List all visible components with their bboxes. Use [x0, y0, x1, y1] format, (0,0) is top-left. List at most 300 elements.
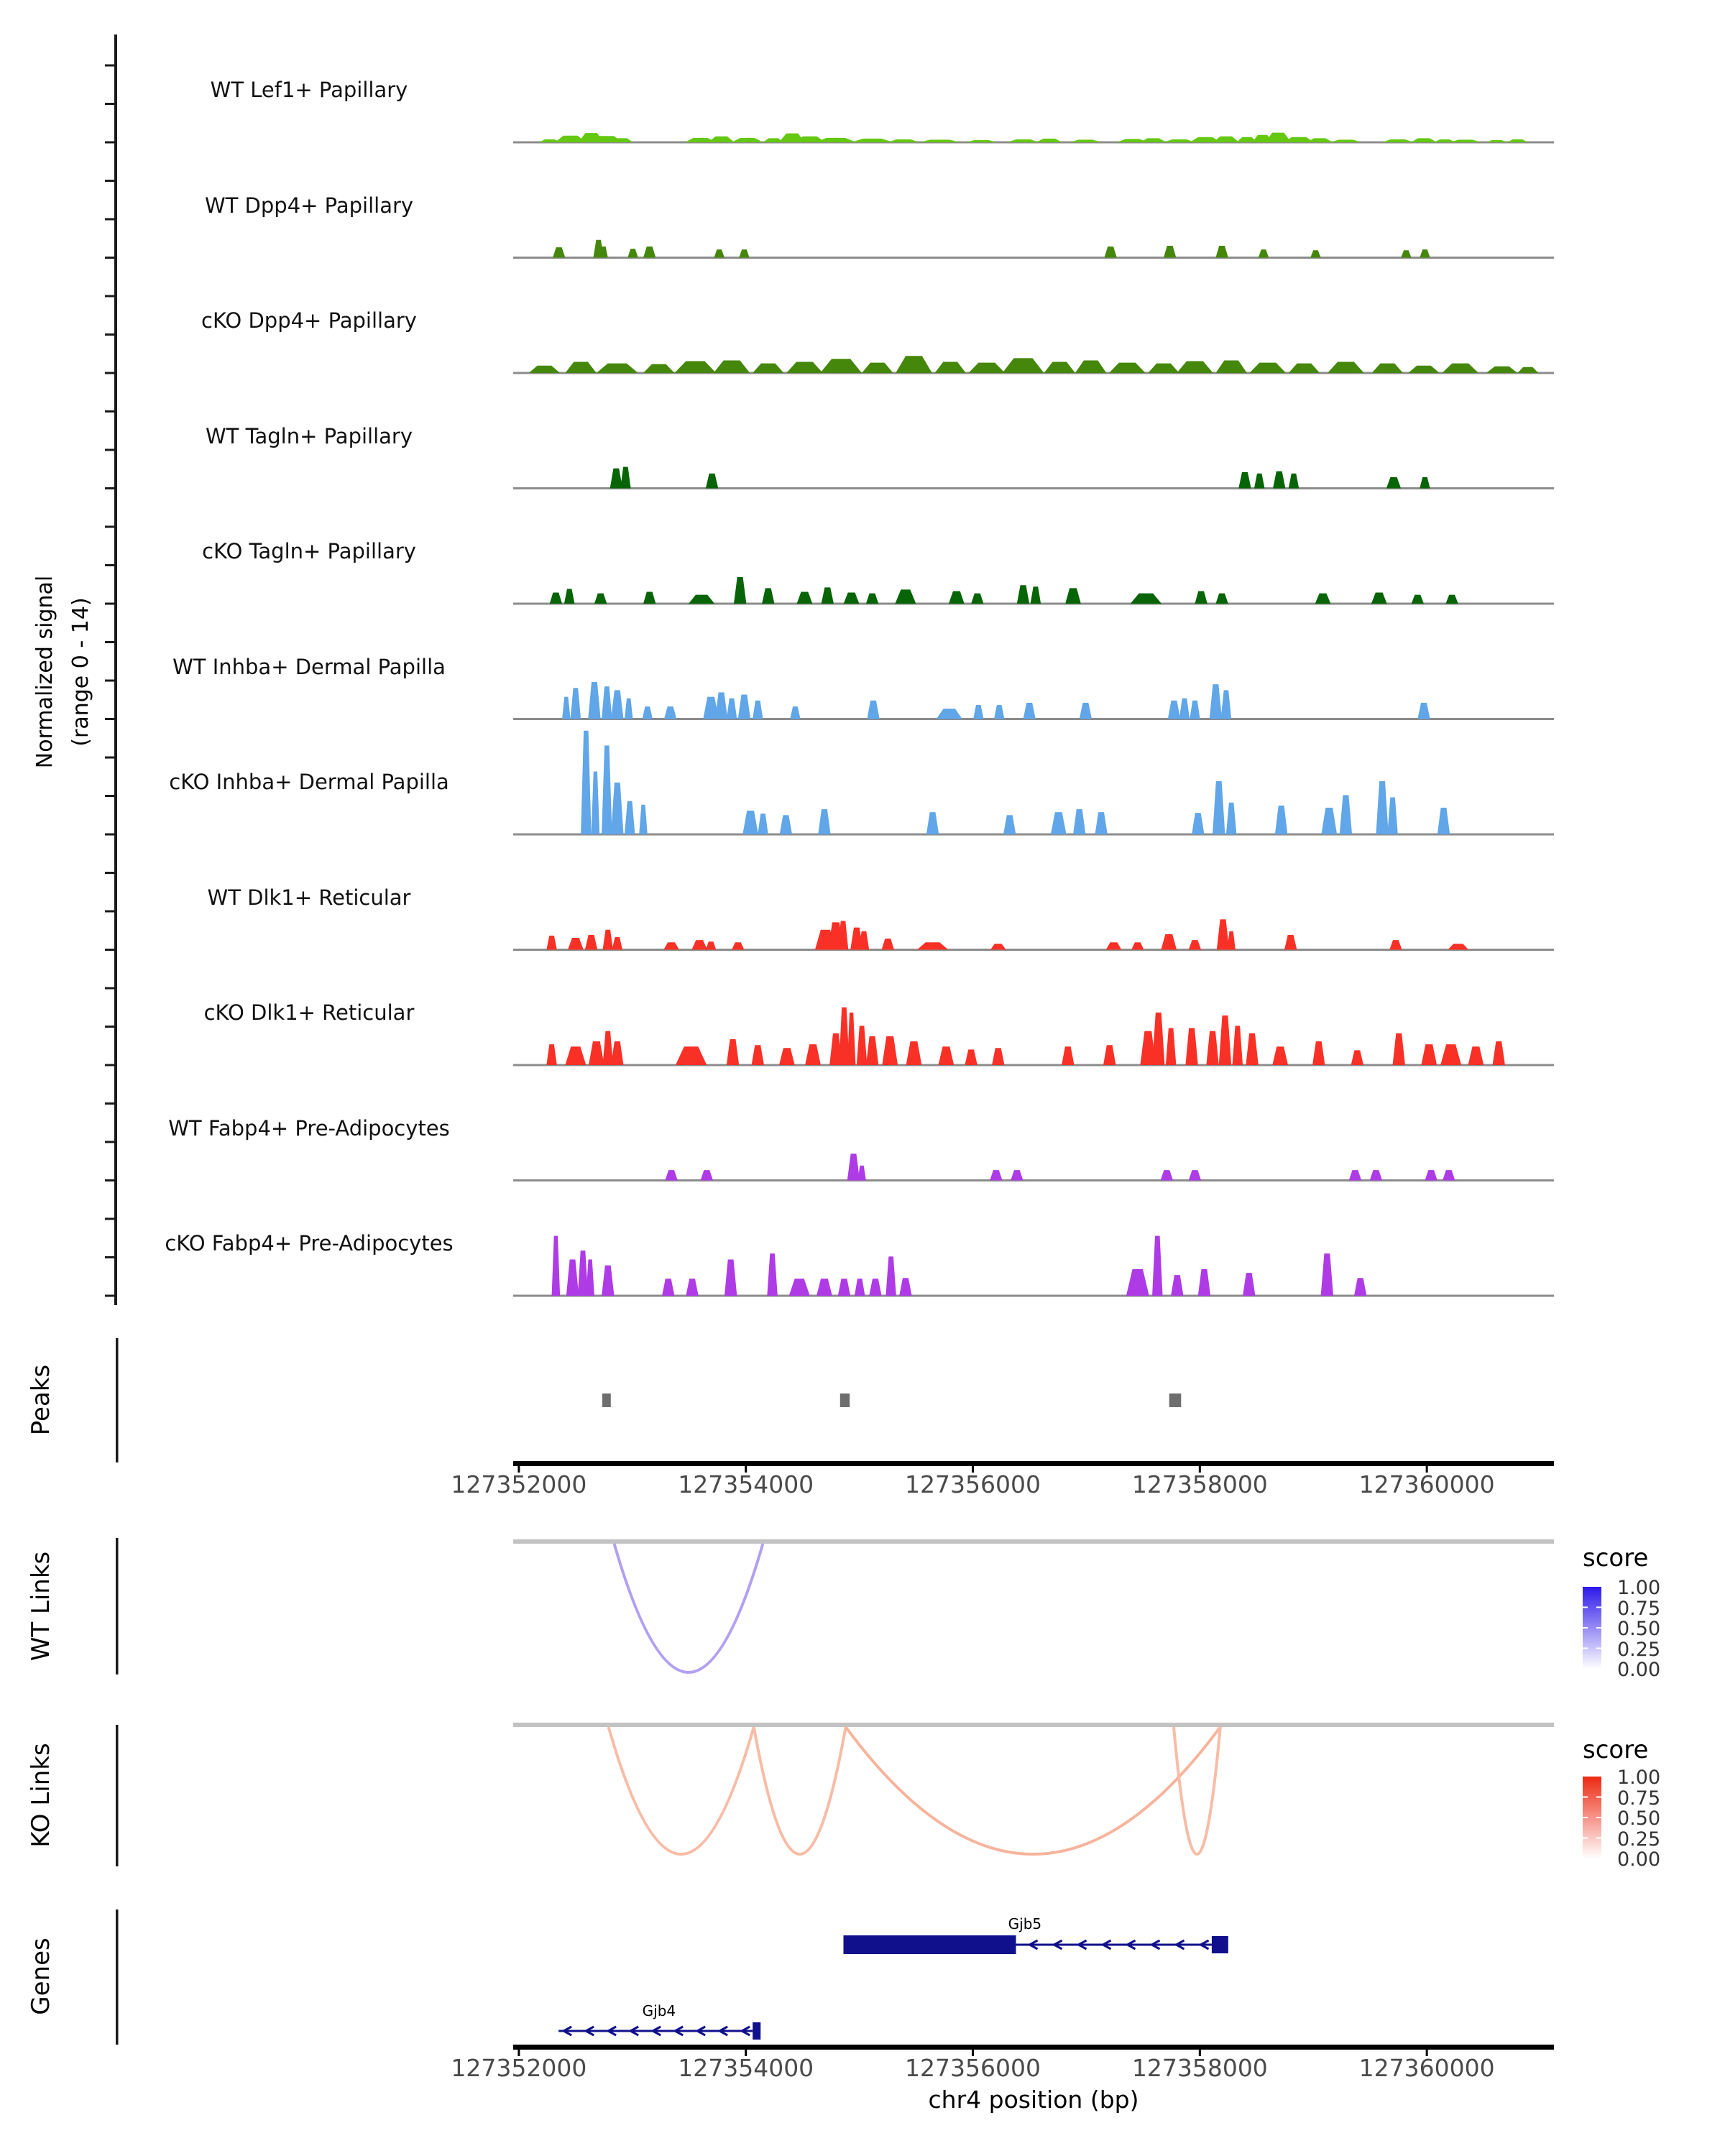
coverage-peak [1192, 813, 1204, 834]
coverage-peak [627, 249, 638, 257]
coverage-peak [965, 1049, 977, 1065]
coverage-peak [1507, 139, 1528, 142]
coverage-peak [1140, 138, 1166, 142]
coverage-peak [611, 690, 623, 719]
coverage-peak [643, 592, 656, 604]
signal-y-axis-tick [105, 1102, 116, 1105]
coverage-peak [1340, 795, 1352, 834]
signal-y-axis-tick [105, 872, 116, 874]
coverage-peak [1017, 585, 1029, 604]
coverage-peak [1370, 1170, 1382, 1180]
coverage-peak [643, 706, 653, 719]
coverage-peak [1440, 1044, 1461, 1065]
coverage-peak [1227, 931, 1236, 950]
ko-links-link-arc [609, 1727, 754, 1854]
wt-links-link-arc [615, 1544, 763, 1672]
coverage-peak [1210, 684, 1222, 719]
coverage-track-wt-inhba-dermal-papilla [513, 682, 1554, 720]
coverage-peak [867, 701, 879, 719]
coverage-peak [625, 801, 635, 834]
coverage-peak [585, 935, 597, 950]
coverage-peak [550, 593, 562, 604]
coverage-peak [896, 356, 932, 373]
genes-section-axis-line [116, 1909, 119, 2045]
signal-y-axis-tick [105, 487, 116, 489]
ko-links-link-arc [1174, 1727, 1220, 1854]
coverage-peak [1164, 246, 1176, 257]
coverage-peak [969, 363, 1006, 373]
gene-model-gjb5 [844, 1935, 1228, 1954]
x-axis-bottom-tick-label-2: 127356000 [905, 2054, 1041, 2082]
coverage-peak [714, 360, 750, 373]
signal-y-axis-tick [105, 1179, 116, 1181]
track-label-wt-dpp4-papillary: WT Dpp4+ Papillary [204, 193, 414, 218]
coverage-peak [1226, 803, 1236, 834]
section-label-ko-links: KO Links [27, 1743, 55, 1848]
track-label-wt-dlk1-reticular: WT Dlk1+ Reticular [207, 885, 411, 910]
signal-y-axis-tick [105, 564, 116, 566]
coverage-peak [1386, 477, 1401, 488]
coverage-peak [818, 809, 830, 834]
coverage-peak [1106, 942, 1122, 949]
coverage-peak [1051, 812, 1067, 834]
coverage-peak [1171, 1275, 1183, 1296]
y-axis-label-line1: Normalized signal [32, 575, 58, 769]
coverage-peak [568, 938, 584, 949]
coverage-peak [866, 1036, 878, 1065]
coverage-peak [625, 699, 633, 719]
coverage-peak [1104, 247, 1116, 257]
ko-links-colorbar-tick [1596, 1797, 1601, 1798]
coverage-peak [1411, 138, 1437, 142]
coverage-track-cko-dpp4-papillary [513, 356, 1554, 374]
gene-end-exon-box [1212, 1936, 1228, 1953]
ko-links-score-tick-label-1: 0.75 [1617, 1787, 1661, 1810]
coverage-peak [1109, 363, 1146, 373]
wt-links-colorbar-tick [1596, 1648, 1601, 1649]
coverage-peak [1215, 246, 1228, 257]
coverage-peak [1443, 1170, 1455, 1180]
coverage-peak [639, 805, 648, 834]
coverage-peak [1177, 361, 1213, 373]
coverage-peak [1486, 140, 1507, 142]
track-label-cko-inhba-dermal-papilla: cKO Inhba+ Dermal Papilla [169, 770, 449, 794]
x-axis-top-tick-label-2: 127356000 [905, 1470, 1041, 1498]
ko-links-colorbar-tick [1583, 1817, 1588, 1818]
coverage-peak [564, 589, 574, 604]
coverage-peak [689, 595, 714, 604]
coverage-peak [862, 363, 893, 373]
ko-links-section-axis-line [116, 1725, 119, 1866]
coverage-peak [866, 594, 878, 604]
coverage-peak [895, 589, 916, 604]
coverage-peak [620, 467, 630, 489]
track-label-wt-inhba-dermal-papilla: WT Inhba+ Dermal Papilla [172, 654, 446, 679]
coverage-peak [1152, 1236, 1162, 1296]
coverage-peak [1312, 1041, 1325, 1065]
coverage-peak [1221, 690, 1231, 719]
coverage-peak [847, 1013, 856, 1065]
coverage-peak [1259, 249, 1269, 257]
coverage-peak [1401, 250, 1411, 257]
wt-links-colorbar-tick [1583, 1627, 1588, 1628]
wt-links-score-tick-label-2: 0.50 [1617, 1618, 1661, 1640]
coverage-peak [1003, 358, 1044, 373]
coverage-peak [581, 731, 591, 834]
track-label-wt-tagln-papillary: WT Tagln+ Papillary [205, 423, 413, 448]
coverage-peak [1152, 1013, 1164, 1065]
peak-region-box [602, 1393, 611, 1407]
coverage-peak [1044, 362, 1075, 373]
ko-links-colorbar-tick [1583, 1838, 1588, 1839]
coverage-peak [990, 1170, 1002, 1180]
signal-y-axis-tick [105, 218, 116, 221]
coverage-peak [1189, 940, 1201, 949]
coverage-peak [674, 361, 716, 373]
coverage-peak [1289, 364, 1320, 373]
section-label-wt-links: WT Links [27, 1551, 55, 1662]
coverage-peak [857, 1026, 867, 1065]
coverage-peak [529, 366, 560, 373]
coverage-peak [1166, 1028, 1176, 1066]
ko-links-link-arc [846, 1727, 1220, 1854]
coverage-peak [990, 944, 1006, 949]
gene-end-exon-box [753, 2022, 760, 2040]
wt-links-colorbar-tick [1596, 1607, 1601, 1608]
coverage-track-cko-fabp4-pre-adipocytes [513, 1236, 1554, 1297]
coverage-peak [815, 138, 857, 142]
coverage-peak [1024, 703, 1036, 719]
coverage-peak [1246, 1033, 1258, 1065]
coverage-peak [1328, 362, 1364, 373]
coverage-peak [1442, 364, 1478, 373]
signal-y-axis-tick [105, 1218, 116, 1220]
coverage-peak [994, 705, 1004, 719]
coverage-peak [643, 247, 656, 257]
x-axis-bottom-tick-label-0: 127352000 [451, 2054, 587, 2082]
x-axis-top-tick-label-3: 127358000 [1131, 1470, 1268, 1498]
coverage-peak [603, 1031, 613, 1065]
coverage-peak [714, 249, 724, 257]
coverage-peak [1468, 1046, 1484, 1065]
y-axis-label-line2: (range 0 - 14) [68, 597, 93, 747]
track-label-cko-dpp4-papillary: cKO Dpp4+ Papillary [201, 308, 417, 333]
coverage-peak [966, 140, 997, 142]
wt-links-colorbar-tick [1583, 1607, 1588, 1608]
coverage-peak [553, 247, 565, 257]
coverage-peak [779, 1048, 795, 1065]
track-label-wt-fabp4-pre-adipocytes: WT Fabp4+ Pre-Adipocytes [168, 1115, 450, 1141]
coverage-peak [1321, 808, 1337, 834]
track-label-cko-tagln-papillary: cKO Tagln+ Papillary [202, 539, 416, 563]
coverage-peak [738, 695, 750, 719]
coverage-track-cko-dlk1-reticular [513, 1008, 1554, 1067]
peaks-section-axis-line [116, 1338, 119, 1462]
coverage-peak [1382, 139, 1413, 142]
coverage-peak [1448, 944, 1468, 949]
coverage-peak [571, 688, 581, 719]
coverage-peak [973, 705, 983, 719]
coverage-peak [715, 692, 727, 719]
signal-y-axis-tick [105, 526, 116, 528]
coverage-peak [805, 1044, 821, 1065]
coverage-peak [724, 1260, 737, 1296]
coverage-peak [1275, 806, 1287, 834]
coverage-peak [686, 1279, 698, 1296]
signal-y-axis-tick [105, 641, 116, 643]
coverage-track-wt-tagln-papillary [513, 467, 1554, 489]
coverage-peak [1062, 1046, 1074, 1065]
coverage-peak [643, 364, 674, 373]
coverage-peak [1189, 1170, 1201, 1180]
coverage-peak [1408, 366, 1439, 373]
x-axis-top-tick-label-1: 127354000 [678, 1470, 814, 1498]
signal-y-axis-tick [105, 410, 116, 413]
coverage-peak [1215, 594, 1228, 604]
coverage-peak [869, 1279, 881, 1296]
wt-links-score-tick-label-3: 0.25 [1617, 1638, 1661, 1661]
coverage-peak [602, 1266, 614, 1296]
coverage-peak [820, 359, 862, 373]
coverage-peak [917, 942, 948, 949]
coverage-peak [1387, 798, 1397, 835]
signal-y-axis-tick [105, 372, 116, 374]
coverage-peak [857, 1166, 866, 1181]
signal-y-axis-tick [105, 680, 116, 682]
wt-links-score-tick-label-0: 1.00 [1617, 1577, 1661, 1599]
coverage-peak [1376, 781, 1388, 834]
coverage-peak [844, 593, 860, 604]
coverage-peak [1075, 360, 1106, 373]
coverage-peak [822, 587, 834, 604]
coverage-peak [1095, 812, 1107, 834]
coverage-peak [852, 139, 893, 142]
ko-links-colorbar-tick [1596, 1838, 1601, 1839]
wt-score-legend-title: score [1583, 1544, 1649, 1572]
gene-label-gjb4: Gjb4 [642, 2002, 676, 2019]
coverage-peak [767, 1253, 777, 1296]
coverage-peak [1486, 367, 1517, 373]
signal-y-axis-tick [105, 987, 116, 990]
gene-intron-line [1016, 1944, 1212, 1946]
ko-links-score-tick-label-4: 0.00 [1617, 1848, 1661, 1871]
coverage-peak [939, 1046, 954, 1065]
coverage-peak [949, 591, 965, 604]
signal-y-axis-tick [105, 1256, 116, 1258]
coverage-peak [816, 1279, 832, 1296]
coverage-peak [1003, 815, 1016, 834]
coverage-peak [1238, 472, 1251, 489]
coverage-peak [552, 1236, 561, 1296]
coverage-track-wt-lef1-papillary [513, 133, 1554, 144]
coverage-track-wt-dlk1-reticular [513, 919, 1554, 951]
coverage-peak [789, 1279, 810, 1296]
coverage-peak [546, 1044, 556, 1065]
coverage-peak [1103, 1045, 1116, 1065]
coverage-peak [1450, 139, 1481, 142]
signal-y-axis-tick [105, 257, 116, 259]
track-label-cko-dlk1-reticular: cKO Dlk1+ Reticular [203, 1000, 415, 1025]
coverage-peak [734, 577, 746, 604]
coverage-peak [753, 364, 783, 373]
coverage-peak [1008, 139, 1039, 142]
coverage-peak [1161, 934, 1177, 950]
coverage-track-wt-dpp4-papillary [513, 240, 1554, 259]
ko-links-chromosome-line [513, 1723, 1554, 1727]
coverage-peak [1065, 588, 1081, 604]
coverage-peak [847, 1153, 860, 1180]
coverage-peak [706, 941, 716, 949]
coverage-peak [565, 1046, 586, 1065]
coverage-peak [676, 1046, 707, 1065]
coverage-peak [926, 812, 939, 834]
coverage-peak [663, 942, 679, 949]
coverage-peak [1273, 471, 1285, 489]
coverage-peak [1493, 1041, 1505, 1065]
signal-y-axis-tick [105, 1064, 116, 1067]
coverage-peak [762, 588, 774, 604]
coverage-peak [1126, 1269, 1149, 1296]
coverage-peak [566, 1260, 579, 1296]
coverage-peak [1420, 477, 1430, 488]
coverage-peak [1349, 1170, 1361, 1180]
coverage-peak [919, 139, 961, 142]
wt-links-chromosome-line [513, 1539, 1554, 1544]
signal-y-axis-tick [105, 103, 116, 105]
ko-score-legend-title: score [1583, 1736, 1649, 1764]
x-axis-top-tick-label-0: 127352000 [451, 1470, 587, 1498]
gene-exon-box [844, 1935, 1016, 1954]
signal-y-axis-tick [105, 142, 116, 144]
ko-links-score-tick-label-0: 1.00 [1617, 1766, 1661, 1789]
peak-region-box [1169, 1393, 1182, 1407]
coverage-peak [1438, 808, 1450, 834]
coverage-peak [1272, 1046, 1288, 1065]
coverage-peak [1190, 701, 1200, 719]
gene-label-gjb5: Gjb5 [1008, 1915, 1042, 1932]
coverage-peak [1185, 1028, 1197, 1066]
gene-model-gjb4 [558, 2022, 760, 2040]
coverage-peak [742, 811, 758, 834]
wt-links-score-tick-label-1: 0.75 [1617, 1597, 1661, 1620]
signal-y-axis-tick [105, 834, 116, 836]
x-axis-top-tick-label-4: 127360000 [1358, 1470, 1495, 1498]
track-baseline [513, 257, 1554, 259]
coverage-peak [882, 1036, 898, 1065]
coverage-peak [1393, 1033, 1405, 1065]
coverage-peak [732, 942, 744, 949]
coverage-peak [1412, 595, 1424, 604]
coverage-peak [739, 249, 749, 257]
coverage-peak [934, 362, 965, 373]
coverage-peak [1195, 591, 1207, 604]
coverage-peak [664, 706, 676, 719]
coverage-peak [786, 362, 823, 373]
coverage-peak [1445, 595, 1458, 604]
coverage-peak [1371, 593, 1387, 604]
coverage-peak [1213, 137, 1239, 142]
coverage-peak [611, 783, 623, 834]
coverage-peak [971, 594, 983, 604]
coverage-peak [1161, 1170, 1173, 1180]
signal-y-axis-tick [105, 295, 116, 298]
coverage-peak [665, 1170, 677, 1180]
coverage-peak [1036, 139, 1062, 142]
coverage-peak [1351, 1050, 1363, 1065]
coverage-peak [1070, 139, 1101, 142]
coverage-peak [1080, 703, 1092, 719]
coverage-peak [1031, 586, 1041, 604]
coverage-track-wt-fabp4-pre-adipocytes [513, 1153, 1554, 1181]
signal-y-axis-tick [105, 795, 116, 797]
coverage-peak [732, 138, 763, 142]
coverage-peak [727, 1039, 739, 1065]
ko-links-link-arc [754, 1727, 846, 1854]
x-axis-bottom-tick-label-3: 127358000 [1131, 2054, 1268, 2082]
coverage-peak [1354, 1278, 1366, 1296]
coverage-peak [1249, 363, 1286, 373]
coverage-peak [1164, 139, 1195, 142]
coverage-track-cko-inhba-dermal-papilla [513, 731, 1554, 836]
coverage-peak [790, 706, 800, 719]
coverage-peak [610, 469, 622, 489]
coverage-peak [592, 771, 600, 834]
coverage-peak [1307, 138, 1333, 142]
ko-links-colorbar-tick [1596, 1817, 1601, 1818]
coverage-peak [1073, 809, 1085, 834]
ko-links-score-tick-label-2: 0.50 [1617, 1807, 1661, 1830]
signal-y-axis-tick [105, 949, 116, 951]
coverage-peak [1425, 1170, 1437, 1180]
signal-y-axis-tick [105, 180, 116, 182]
coverage-peak [691, 940, 707, 949]
coverage-peak [780, 815, 792, 834]
coverage-peak [611, 1041, 623, 1065]
coverage-peak [1179, 699, 1190, 719]
coverage-peak [706, 474, 718, 489]
coverage-peak [709, 137, 735, 142]
coverage-peak [882, 939, 894, 949]
signal-y-axis-tick [105, 603, 116, 605]
signal-y-axis-tick [105, 718, 116, 720]
coverage-peak [886, 1256, 896, 1296]
coverage-peak [1284, 935, 1297, 950]
coverage-peak [586, 1260, 594, 1296]
coverage-peak [855, 1279, 865, 1296]
wt-links-section-axis-line [116, 1538, 119, 1674]
coverage-peak [1254, 474, 1264, 489]
coverage-peak [1421, 1044, 1437, 1065]
coverage-peak [546, 936, 556, 950]
signal-y-axis-tick [105, 65, 116, 67]
coverage-peak [1233, 1026, 1243, 1065]
coverage-peak [1330, 139, 1361, 142]
coverage-peak [1372, 364, 1403, 373]
coverage-peak [1321, 1253, 1333, 1296]
wt-links-score-tick-label-4: 0.00 [1617, 1659, 1661, 1681]
coverage-peak [1310, 250, 1320, 257]
coverage-peak [1315, 594, 1331, 604]
coverage-peak [1219, 1015, 1231, 1065]
coverage-peak [1131, 594, 1162, 604]
section-label-genes: Genes [27, 1938, 55, 2015]
coverage-peak [888, 139, 919, 142]
coverage-peak [906, 1041, 922, 1065]
coverage-peak [937, 709, 962, 719]
coverage-peak [562, 697, 571, 719]
coverage-peak [1198, 1269, 1210, 1296]
coverage-peak [602, 686, 612, 719]
